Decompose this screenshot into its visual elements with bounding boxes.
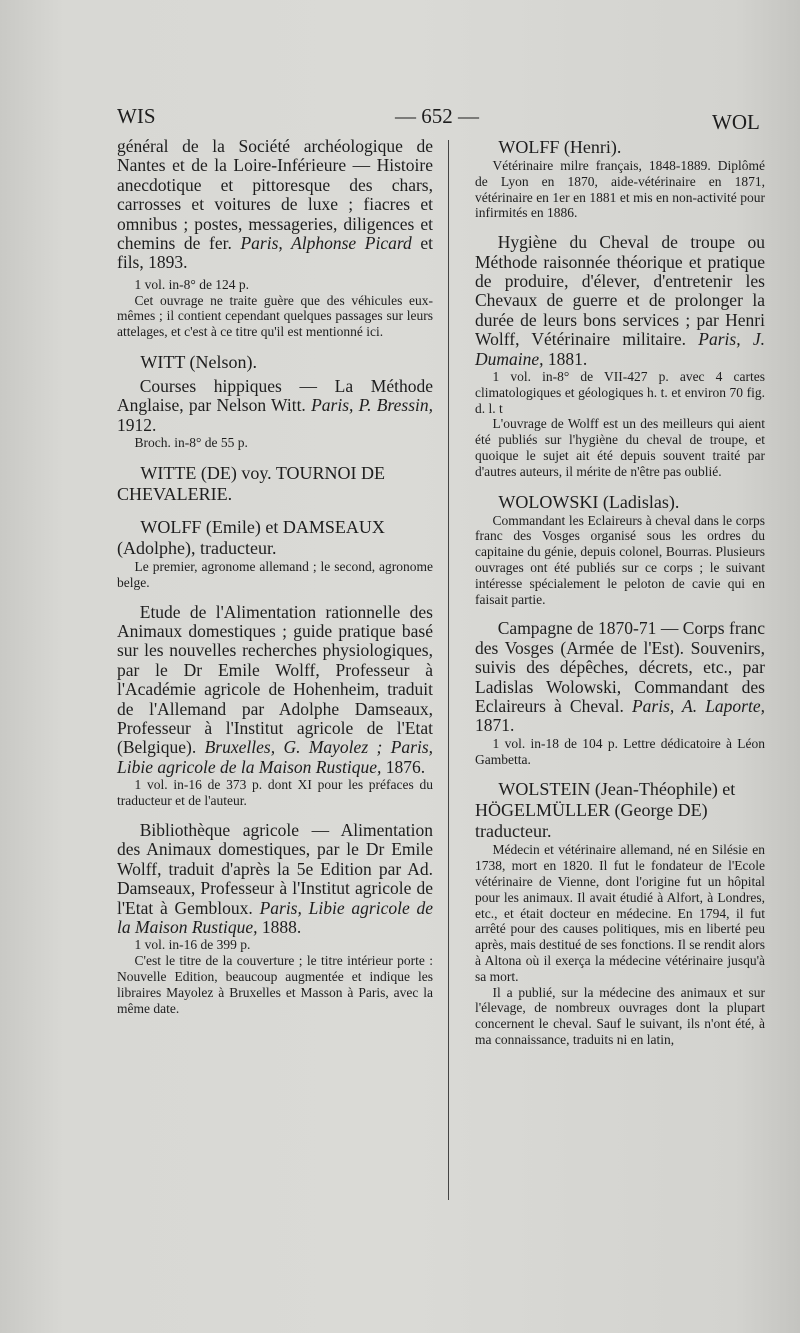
wolff-emile-note: Le premier, agronome allemand ; le second, agronome belge. — [117, 559, 433, 590]
header-right: WOL — [712, 110, 760, 134]
wolff-emile-title-2: Bibliothèque agricole — Alimentation des Animaux domestiques, par le Dr Emile Wolff, traduit d'après la 5e Edition par Ad. Damseaux, Professeur à l'Institut agricole de l'Etat à Gembloux. Paris, Libie agricole de la Maison Rustique, 1888. — [117, 819, 434, 937]
right-column — [475, 137, 765, 1048]
wolowski-bio: Commandant les Eclaireurs à cheval dans le corps franc des Vosges organisé sous les ordres du capitaine du génie, depuis colonel, Bourras. Plusieurs ouvrages ont été publiés sur ce corps ; le suivant intéresse spécialement le peloton de cavie qui en faisait partie. — [475, 512, 765, 607]
wolff-henri-title: Hygiène du Cheval de troupe ou Méthode raisonnée théorique et pratique de produire, d'élever, d'entretenir les Chevaux de guerre et de prolonger la durée de leurs bons services ; par Henri Wolff, Vétérinaire militaire. Paris, J. Dumaine, 1881. — [475, 232, 765, 369]
left-column — [117, 137, 433, 1016]
witte-heading: WITTE (DE) voy. TOURNOI DE CHEVALERIE. — [117, 463, 386, 505]
wolff-henri-phys: 1 vol. in-8° de VII-427 p. avec 4 cartes climatologiques et géologiques h. t. et environ 70 fig. d. l. t — [475, 369, 765, 416]
wolowski-phys: 1 vol. in-18 de 104 p. Lettre dédicatoire à Léon Gambetta. — [475, 735, 765, 767]
entry-intro-note: Cet ouvrage ne traite guère que des véhicules eux-mêmes ; il contient cependant quelques passages sur leurs attelages, et c'est à ce titre qu'il est mentionné ici. — [117, 292, 433, 340]
wolowski-heading: WOLOWSKI (Ladislas). — [498, 491, 680, 512]
wolff-henri-heading: WOLFF (Henri). — [498, 137, 622, 157]
wolff-emile-title-1: Etude de l'Alimentation rationnelle des Animaux domestiques ; guide pratique basé sur les nouvelles recherches physiologiques, par le Dr Emile Wolff, Professeur à l'Académie agricole de Hohenheim, traduit de l'Allemand par Adolphe Damseaux, Professeur à l'Institut agricole de l'Etat (Belgique). Bruxelles, G. Mayolez ; Paris, Libie agricole de la Maison Rustique, 1876. — [117, 601, 434, 777]
header-left: WIS — [117, 104, 156, 128]
wolff-emile-heading: WOLFF (Emile) et DAMSEAUX (Adolphe), traducteur. — [117, 517, 385, 559]
wolff-henri-bio: Vétérinaire milre français, 1848-1889. Diplômé de Lyon en 1870, aide-vétérinaire en 1871, vétérinaire en 1er en 1881 et mis en non-activité pour infirmités en 1886. — [475, 158, 765, 221]
entry-intro-text: général de la Société archéologique de Nantes et de la Loire-Inférieure — Histoire anecdotique et pittoresque des chars, carrosses et voitures de luxe ; fiacres et omnibus ; postes, messageries, diligences et chemins de fer. Paris, Alphonse Picard et fils, 1893. — [117, 136, 434, 273]
wolstein-heading: WOLSTEIN (Jean-Théophile) et HÖGELMÜLLER (George DE) traducteur. — [475, 779, 736, 842]
wolff-henri-note: L'ouvrage de Wolff est un des meilleurs qui aient été publiés sur l'hygiène du cheval de troupe, et quoique le sujet ait été depuis souvent traité par d'autres auteurs, il mérite de n'être pas oublié. — [475, 416, 765, 479]
wolstein-bio: Médecin et vétérinaire allemand, né en Silésie en 1738, mort en 1820. Il fut le fondateur de l'Ecole vétérinaire de Vienne, dont l'origine fut un hôpital pour les animaux. Il avait étudié à Alfort, à Londres, etc., et était docteur en médecine. En 1794, il fut arrêté pour des causes politiques, mis en liberté peu après, mais destitué de ses fonctions. Il se rendit alors à Altona où il exerça la médecine vétérinaire jusqu'à sa mort. — [475, 842, 765, 984]
running-header — [0, 104, 800, 134]
witt-heading: WITT (Nelson). — [140, 352, 258, 373]
wolstein-works-note: Il a publié, sur la médecine des animaux et sur l'élevage, de nombreux ouvrages dont la plupart concernent le cheval. Sauf le suivant, ils n'ont été, à ma connaissance, traduits ni en latin, — [475, 984, 765, 1047]
page-number: — 652 — — [395, 104, 479, 128]
wolff-emile-phys-2: 1 vol. in-16 de 399 p. — [134, 937, 251, 953]
witt-title: Courses hippiques — La Méthode Anglaise, par Nelson Witt. Paris, P. Bressin, 1912. — [117, 376, 433, 435]
wolff-emile-note-2: C'est le titre de la couverture ; le titre intérieur porte : Nouvelle Edition, beaucoup augmentée et indique les libraires Mayolez à Bruxelles et Masson à Paris, avec la même date. — [117, 953, 433, 1016]
column-divider — [448, 140, 449, 1200]
wolff-emile-phys-1: 1 vol. in-16 de 373 p. dont XI pour les préfaces du traducteur et de l'auteur. — [117, 777, 433, 809]
entry-intro-phys: 1 vol. in-8° de 124 p. — [134, 276, 250, 292]
wolowski-title: Campagne de 1870-71 — Corps franc des Vosges (Armée de l'Est). Souvenirs, suivis des dépêches, décrets, etc., par Ladislas Wolowski, Commandant des Eclaireurs à Cheval. Paris, A. Laporte, 1871. — [475, 618, 765, 736]
witt-phys: Broch. in-8° de 55 p. — [134, 435, 248, 451]
